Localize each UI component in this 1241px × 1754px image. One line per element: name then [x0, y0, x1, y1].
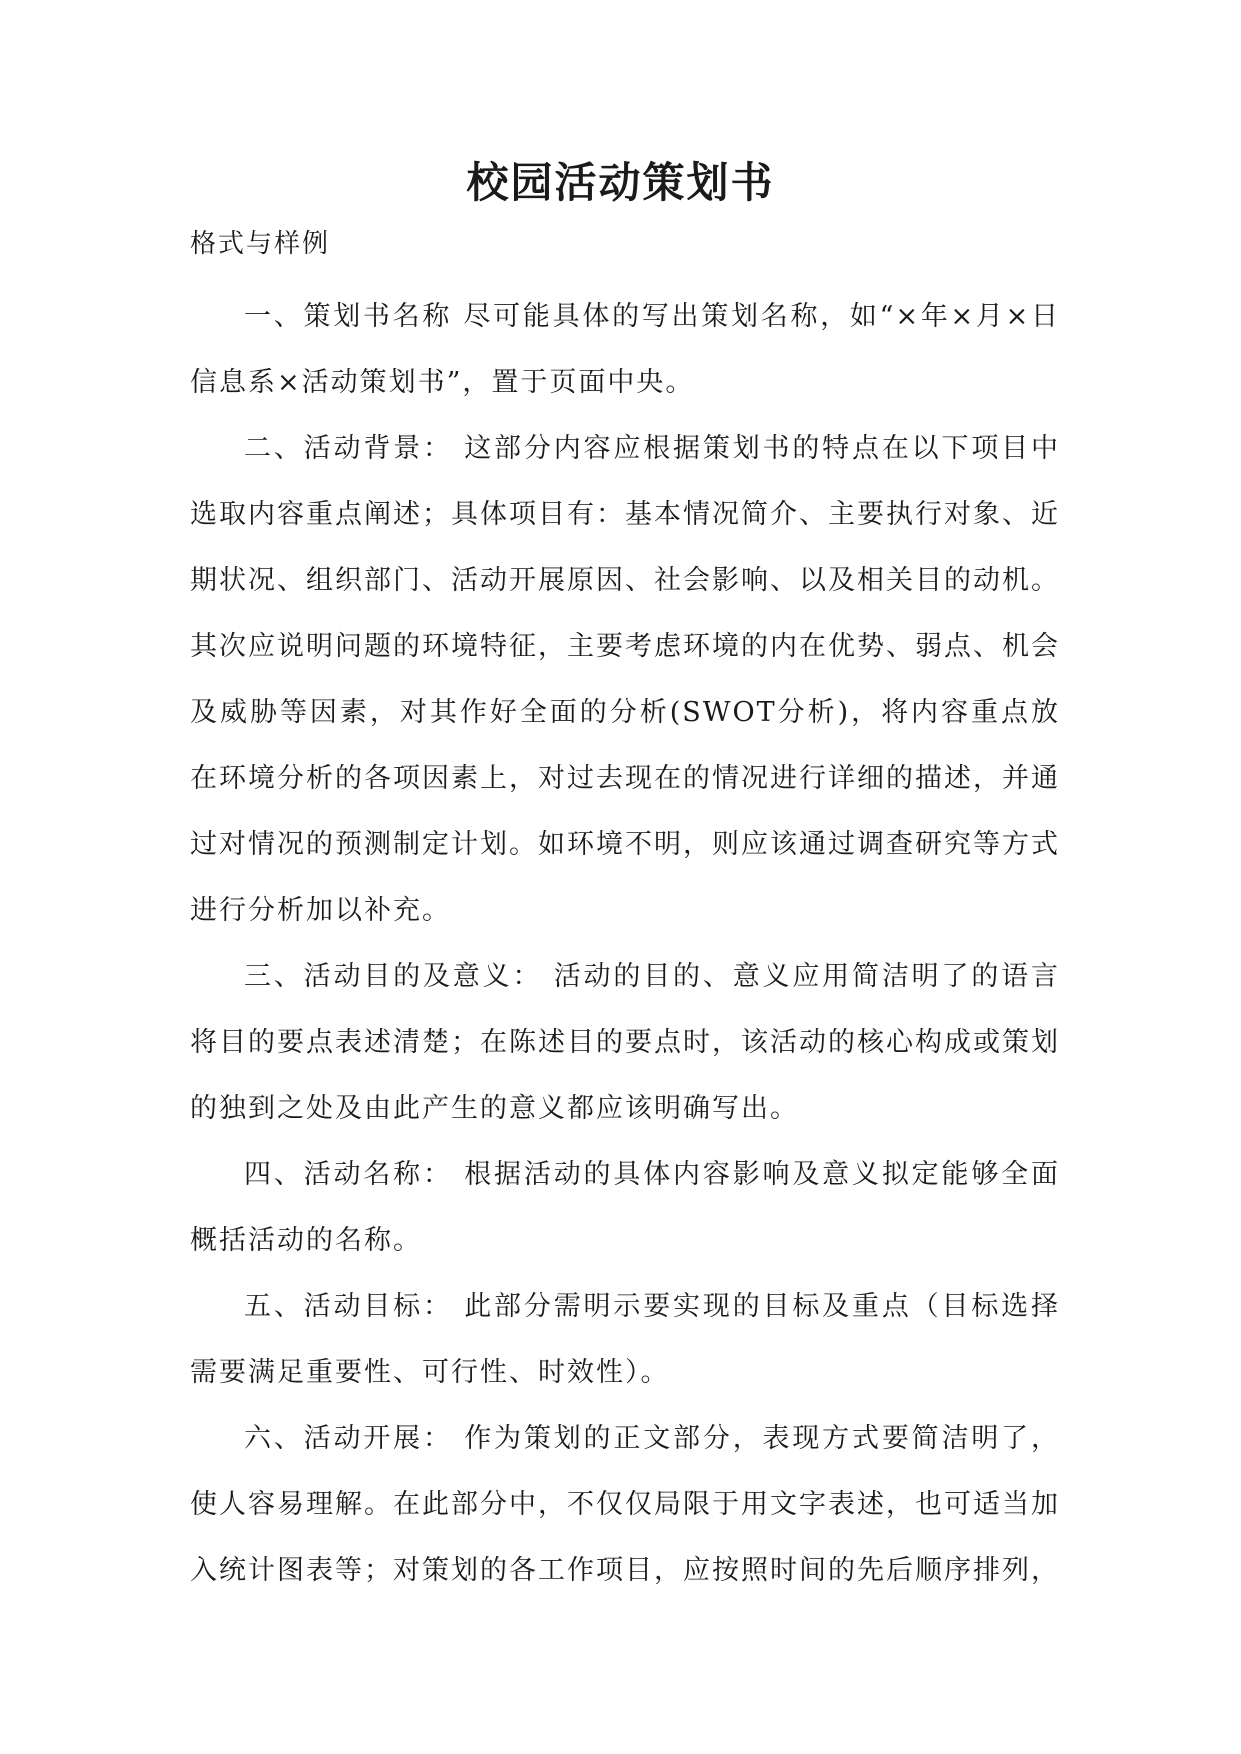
- paragraph-activity-name: 四、活动名称： 根据活动的具体内容影响及意义拟定能够全面概括活动的名称。: [190, 1159, 1060, 1256]
- document-title: 校园活动策划书: [466, 158, 775, 207]
- document-body: [190, 284, 1060, 1604]
- paragraph-execution: 六、活动开展： 作为策划的正文部分，表现方式要简洁明了，使人容易理解。在此部分中，不仅仅局限于用文字表述，也可适当加入统计图表等；对策划的各工作项目，应按照时间的先后顺序排列，: [190, 1423, 1060, 1586]
- paragraph-background: 二、活动背景： 这部分内容应根据策划书的特点在以下项目中选取内容重点阐述；具体项目有：基本情况简介、主要执行对象、近期状况、组织部门、活动开展原因、社会影响、以及相关目的动机。其次应说明问题的环境特征，主要考虑环境的内在优势、弱点、机会及威胁等因素，对其作好全面的分析(SWOT分析)，将内容重点放在环境分析的各项因素上，对过去现在的情况进行详细的描述，并通过对情况的预测制定计划。如环境不明，则应该通过调查研究等方式进行分析加以补充。: [190, 433, 1060, 926]
- document-subtitle: 格式与样例: [190, 229, 331, 259]
- paragraph-name: 一、策划书名称 尽可能具体的写出策划名称，如“×年×月×日信息系×活动策划书”，置于页面中央。: [190, 301, 1060, 398]
- paragraph-goals: 五、活动目标： 此部分需明示要实现的目标及重点（目标选择需要满足重要性、可行性、时效性）。: [190, 1291, 1060, 1388]
- paragraph-purpose: 三、活动目的及意义： 活动的目的、意义应用简洁明了的语言将目的要点表述清楚；在陈述目的要点时，该活动的核心构成或策划的独到之处及由此产生的意义都应该明确写出。: [190, 961, 1060, 1124]
